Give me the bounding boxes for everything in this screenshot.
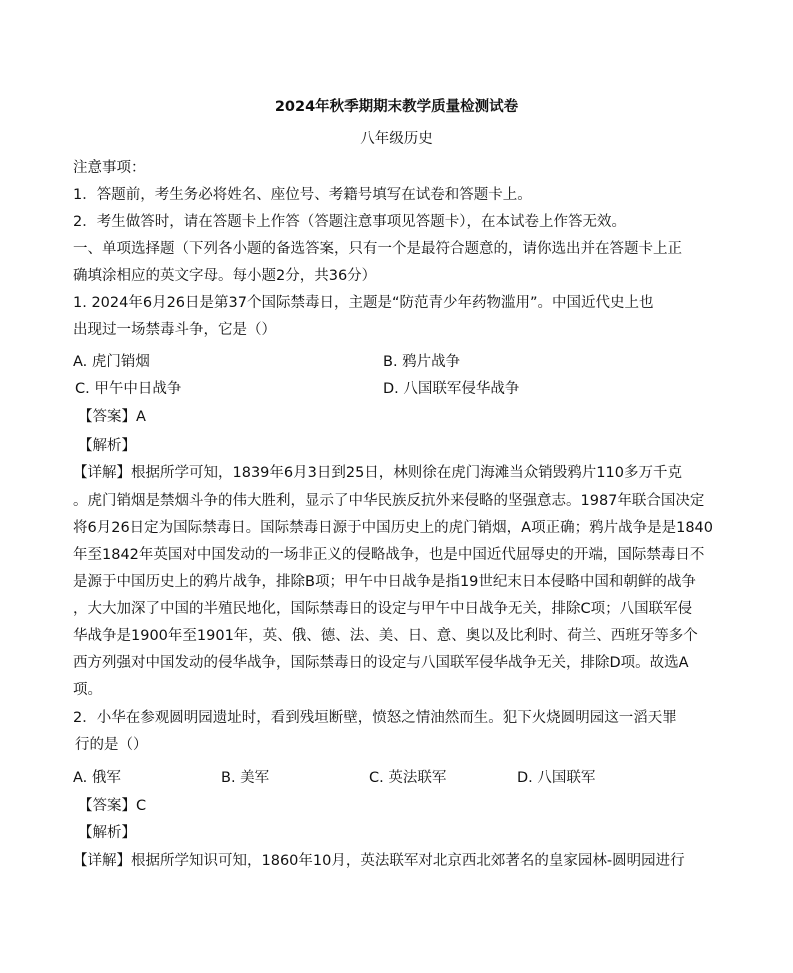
q2-option-b: B. 美军: [221, 770, 270, 786]
q1-detail-line7: 华战争是1900年至1901年，英、俄、德、法、美、日、意、奥以及比利时、荷兰、西班牙等多个: [73, 628, 698, 644]
page-subtitle: 八年级历史: [360, 131, 433, 147]
page-title: 2024年秋季期期末教学质量检测试卷: [274, 99, 519, 115]
q1-answer: 【答案】A: [78, 409, 146, 425]
q1-stem-line1: 1. 2024年6月26日是第37个国际禁毒日，主题是“防范青少年药物滥用”。中国近代史上也: [73, 295, 654, 311]
q1-detail-line5: 是源于中国历史上的鸦片战争，排除B项；甲午中日战争是指19世纪末日本侵略中国和朝鲜的战争: [73, 574, 696, 590]
q1-analysis-label: 【解析】: [78, 438, 136, 454]
q1-detail-line3: 将6月26日定为国际禁毒日。国际禁毒日源于中国历史上的虎门销烟，A项正确；鸦片战争是是1840: [73, 520, 713, 536]
q1-detail-line6: ，大大加深了中国的半殖民地化，国际禁毒日的设定与甲午中日战争无关，排除C项；八国联军侵: [73, 601, 693, 617]
q1-option-c: C. 甲午中日战争: [75, 381, 182, 397]
notice-item-2: 2．考生做答时，请在答题卡上作答（答题注意事项见答题卡），在本试卷上作答无效。: [73, 214, 626, 230]
q2-option-a: A. 俄军: [73, 770, 121, 786]
q2-answer: 【答案】C: [78, 798, 147, 814]
q2-stem-line1: 2．小华在参观圆明园遗址时，看到残垣断壁，愤怒之情油然而生。犯下火烧圆明园这一滔天罪: [73, 710, 677, 726]
q2-detail-line1: 【详解】根据所学知识可知，1860年10月，英法联军对北京西北郊著名的皇家园林-圆明园进行: [73, 853, 685, 869]
q1-detail-line9: 项。: [73, 682, 102, 698]
q1-option-d: D. 八国联军侵华战争: [383, 381, 520, 397]
notice-item-1: 1．答题前，考生务必将姓名、座位号、考籍号填写在试卷和答题卡上。: [73, 187, 532, 203]
q2-stem-line2: 行的是（）: [75, 737, 148, 753]
q1-detail-line4: 年至1842年英国对中国发动的一场非正义的侵略战争，也是中国近代屈辱史的开端，国际禁毒日不: [73, 547, 705, 563]
q2-option-c: C. 英法联军: [369, 770, 447, 786]
q1-detail-line1: 【详解】根据所学可知，1839年6月3日到25日，林则徐在虎门海滩当众销毁鸦片110多万千克: [73, 465, 682, 481]
q1-option-a: A. 虎门销烟: [73, 354, 150, 370]
q2-analysis-label: 【解析】: [78, 825, 136, 841]
q1-detail-line2: 。虎门销烟是禁烟斗争的伟大胜利，显示了中华民族反抗外来侵略的坚强意志。1987年联合国决定: [73, 493, 705, 509]
q1-detail-line8: 西方列强对中国发动的侵华战争，国际禁毒日的设定与八国联军侵华战争无关，排除D项。故选A: [73, 655, 689, 671]
section-heading-line1: 一、单项选择题（下列各小题的备选答案，只有一个是最符合题意的，请你选出并在答题卡上正: [73, 241, 682, 257]
q1-stem-line2: 出现过一场禁毒斗争，它是（）: [73, 322, 276, 338]
notice-heading: 注意事项：: [73, 160, 146, 176]
q1-option-b: B. 鸦片战争: [383, 354, 461, 370]
q2-option-d: D. 八国联军: [517, 770, 596, 786]
section-heading-line2: 确填涂相应的英文字母。每小题2分，共36分）: [73, 268, 377, 284]
